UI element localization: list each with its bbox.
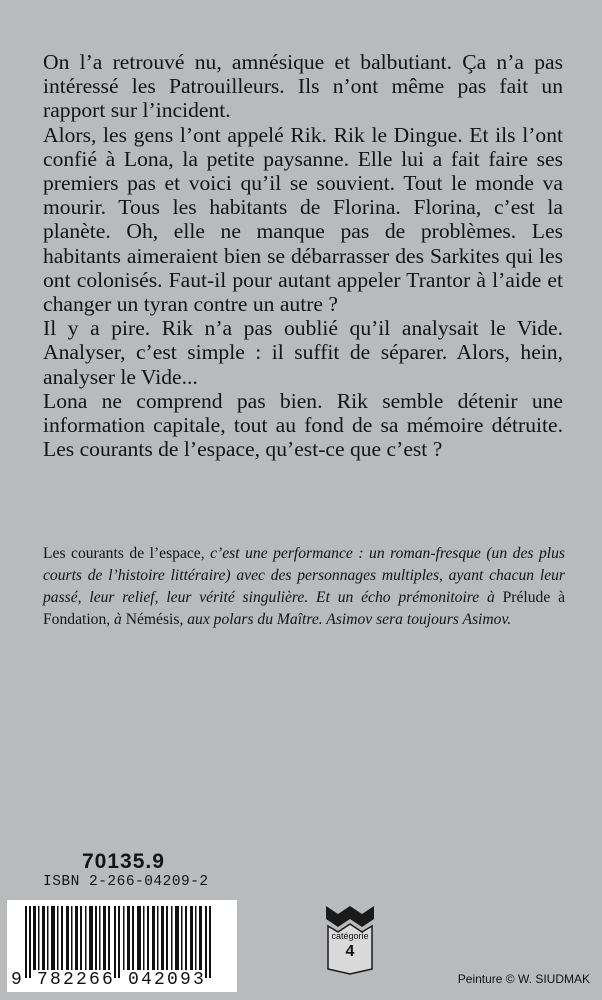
category-label: catégorie [331, 931, 369, 941]
category-badge [325, 905, 375, 975]
blurb-paragraph-2: Alors, les gens l’ont appelé Rik. Rik le Dingue. Et ils l’ont confié à Lona, la petite paysanne. Elle lui a fait faire ses premiers pas et voici qu’il se souvient. Tout le monde va mourir. Tous les habitants de Florina. Florina, c’est la planète. Oh, elle ne manque pas de problèmes. Les habitants aimeraient bien se débarrasser des Sarkites qui les ont colonisés. Faut-il pour autant appeler Trantor à l’aide et changer un tyran contre un autre ? [43, 122, 563, 317]
quote-title-ref: Les courants de l’espace, [43, 545, 205, 562]
catalog-code: 70135.9 [82, 850, 165, 873]
isbn-number: ISBN 2-266-04209-2 [43, 874, 209, 890]
quote-text-2: à [110, 611, 126, 628]
category-number: 4 [345, 943, 355, 960]
quote-title-prelude: Prélude à Fondation, [43, 589, 565, 628]
back-cover-blurb [43, 50, 563, 461]
quote-title-nemesis: Némésis, [125, 611, 184, 628]
quote-text-1: c’est une performance : un roman-fresque (un des plus courts de l’histoire littéraire) avec des personnages multiples, ayant chacun leur passé, leur relief, leur vérité singulière. Et un écho prémonitoire à [43, 545, 565, 606]
critic-quote [43, 543, 565, 631]
blurb-paragraph-4: Lona ne comprend pas bien. Rik semble détenir une information capitale, tout au fond de sa mémoire détruite. Les courants de l’espace, qu’est-ce que c’est ? [43, 388, 563, 462]
barcode [7, 900, 237, 992]
barcode-digits: 9 782266 042093 [11, 970, 207, 990]
quote-text-3: aux polars du Maître. Asimov sera toujours Asimov. [183, 611, 512, 628]
blurb-paragraph-1: On l’a retrouvé nu, amnésique et balbutiant. Ça n’a pas intéressé les Patrouilleurs. Ils n’ont même pas fait un rapport sur l’incident. [43, 50, 563, 123]
blurb-paragraph-3: Il y a pire. Rik n’a pas oublié qu’il analysait le Vide. Analyser, c’est simple : il suffit de séparer. Alors, hein, analyser le Vide... [43, 316, 563, 389]
cover-art-credit: Peinture © W. SIUDMAK [457, 972, 590, 986]
